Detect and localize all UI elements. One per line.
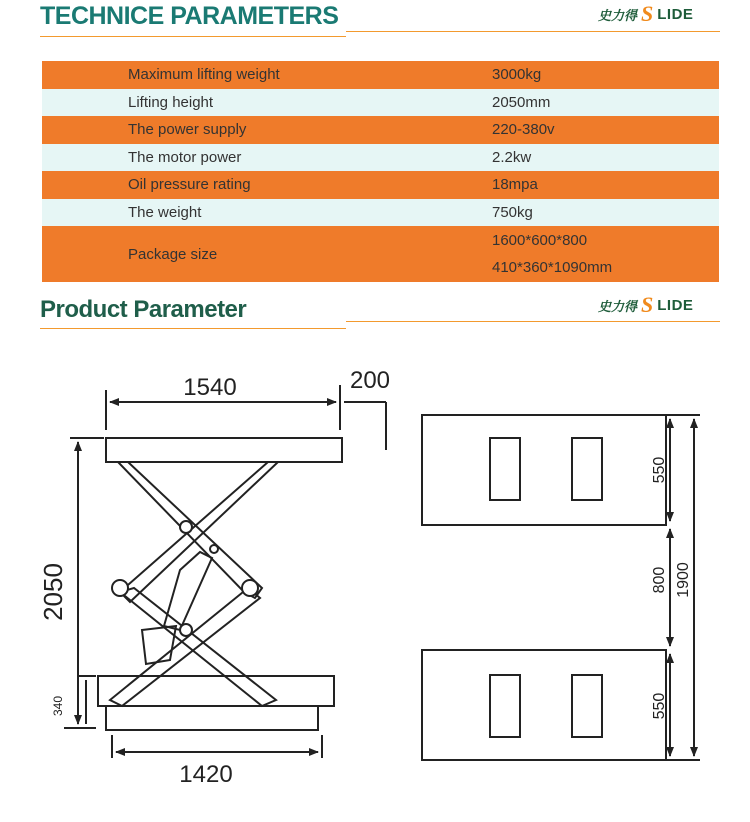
brand-logo-word: LIDE (657, 5, 694, 23)
brand-logo (598, 3, 693, 25)
param-label: The weight (128, 203, 202, 221)
section-rule (346, 31, 720, 32)
param-label: Package size (128, 245, 218, 263)
package-size-line: 1600*600*800 (492, 232, 588, 249)
param-label: Maximum lifting weight (128, 66, 280, 84)
brand-logo-chinese: 史力得 (598, 299, 638, 315)
dim-label-base: 340 (51, 695, 65, 717)
section-title-technical-parameters: TECHNICE PARAMETERS (40, 2, 339, 30)
brand-logo-s-mark: S (641, 1, 654, 26)
brand-logo-word: LIDE (657, 296, 694, 314)
param-label: The power supply (128, 121, 247, 139)
dim-label-mid: 800 (651, 566, 668, 594)
table-row (42, 199, 719, 227)
section-underline (40, 36, 346, 37)
table-row (42, 89, 719, 117)
dim-label-plate1: 550 (651, 456, 668, 484)
table-row (42, 61, 719, 89)
dim-label-plate2: 550 (651, 692, 668, 720)
param-label: Lifting height (128, 93, 214, 111)
section-title-product-parameter: Product Parameter (40, 296, 247, 323)
table-row (42, 144, 719, 172)
plate-top-view (422, 650, 666, 760)
dim-label-total: 1900 (675, 562, 692, 598)
base-plate (106, 706, 318, 730)
param-value: 3000kg (492, 66, 542, 84)
param-value: 2.2kw (492, 148, 532, 166)
brand-logo (598, 294, 693, 316)
param-value: 2050mm (492, 93, 551, 111)
param-value: 220-380v (492, 121, 555, 139)
dim-label-height: 2050 (38, 563, 68, 621)
pivot (242, 580, 258, 596)
dim-label-top: 1540 (183, 374, 237, 401)
param-label: Oil pressure rating (128, 176, 251, 194)
brand-logo-s-mark: S (641, 292, 654, 317)
section-rule (346, 321, 720, 322)
table-row (42, 116, 719, 144)
param-value: 18mpa (492, 176, 538, 194)
plate-top-view (422, 415, 666, 525)
top-platform (106, 438, 342, 462)
parameters-table (42, 61, 719, 282)
param-label: The motor power (128, 148, 242, 166)
section-underline (40, 328, 346, 329)
pivot (210, 545, 218, 553)
lift-technical-drawing (0, 330, 750, 822)
dim-label-bottom: 1420 (179, 761, 233, 788)
table-row (42, 171, 719, 199)
param-value: 750kg (492, 203, 533, 221)
pivot (112, 580, 128, 596)
table-row-package (42, 226, 719, 282)
param-value-package (488, 226, 719, 282)
package-size-line: 410*360*1090mm (492, 259, 613, 276)
dim-label-gap: 200 (349, 367, 391, 394)
brand-logo-chinese: 史力得 (598, 8, 638, 24)
pivot (180, 624, 192, 636)
pivot (180, 521, 192, 533)
